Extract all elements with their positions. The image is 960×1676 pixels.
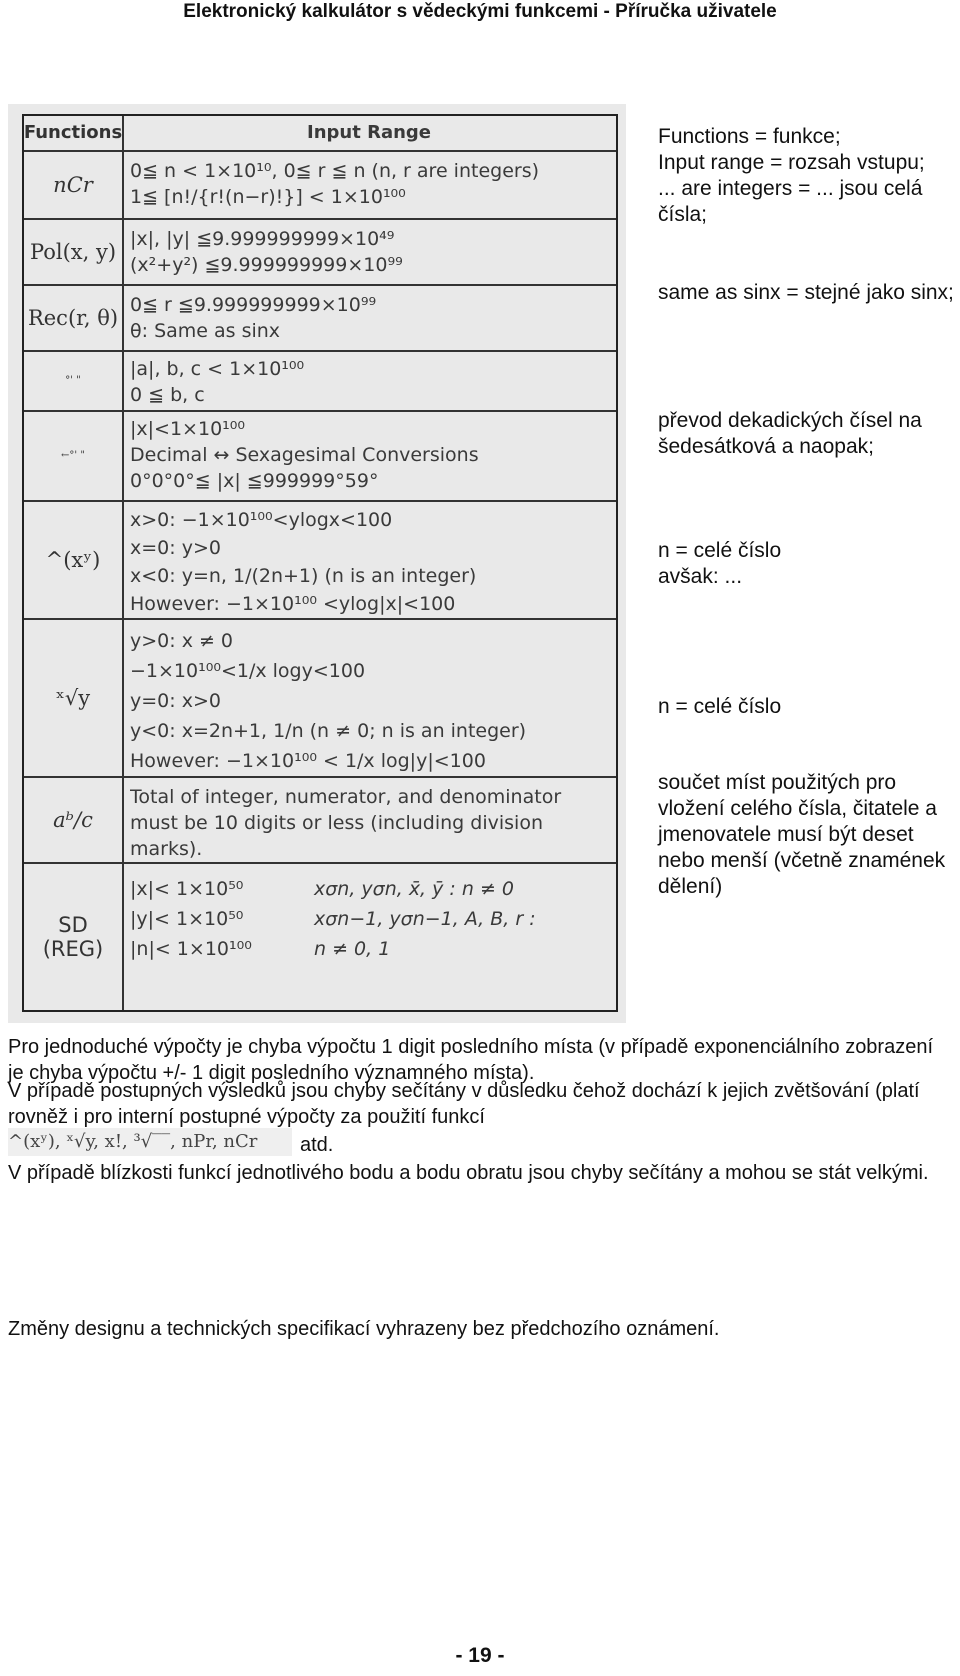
sd-limits: |x|< 1×10⁵⁰ |y|< 1×10⁵⁰ |n|< 1×10¹⁰⁰ <box>130 878 252 960</box>
input-range: |x|, |y| ≦9.999999999×10⁴⁹ (x²+y²) ≦9.999999999×10⁹⁹ <box>130 228 403 276</box>
table-row <box>24 284 616 352</box>
input-range: y>0: x ≠ 0 −1×10¹⁰⁰<1/x logy<100 y=0: x>0 y<0: x=2n+1, 1/n (n ≠ 0; n is an integer) However: −1×10¹⁰⁰ < 1/x log|y|<100 <box>130 630 527 772</box>
function-name: ^(xʸ) <box>45 548 101 572</box>
note-digits: součet míst použitých pro vložení celého čísla, čitatele a jmenovatele musí být deset nebo menší (včetně znamének dělení) <box>658 771 946 898</box>
page-title: Elektronický kalkulátor s vědeckými funkcemi - Příručka uživatele <box>183 1 777 22</box>
header-input-range: Input Range <box>307 122 431 143</box>
table-row <box>24 500 616 620</box>
input-range-table-image <box>8 104 626 1023</box>
note-integer-however: n = celé číslo avšak: ... <box>658 539 782 588</box>
table-row <box>24 218 616 286</box>
function-name: ˣ√y <box>55 686 91 710</box>
note-functions: Functions = funkce; Input range = rozsah vstupu; ... are integers = ... jsou celá čísla; <box>658 125 925 226</box>
table-row <box>24 776 616 864</box>
note-sexagesimal: převod dekadických čísel na šedesátková a naopak; <box>658 409 922 458</box>
paragraph-cumulative-errors: V případě postupných výsledků jsou chyby sečítány v důsledku čehož dochází k jejich zvětšování (platí rovněž i pro interní postupné výpočty za použití funkcí <box>8 1080 920 1128</box>
input-range-table <box>22 114 618 1012</box>
function-name: °' " <box>65 375 81 386</box>
function-name: nCr <box>53 173 93 197</box>
table-row <box>24 410 616 502</box>
input-range: x>0: −1×10¹⁰⁰<ylogx<100 x=0: y>0 x<0: y=n, 1/(2n+1) (n is an integer) However: −1×10¹⁰⁰ <ylog|x|<100 <box>130 509 477 615</box>
note-integer: n = celé číslo <box>658 695 782 718</box>
input-range: Total of integer, numerator, and denominator must be 10 digits or less (including division marks). <box>130 786 562 860</box>
input-range: |x|<1×10¹⁰⁰ Decimal ↔ Sexagesimal Conversions 0°0°0°≦ |x| ≦999999°59° <box>130 418 479 492</box>
paragraph-accuracy: Pro jednoduché výpočty je chyba výpočtu 1 digit posledního místa (v případě exponenciálního zobrazení je chyba výpočtu +/- 1 digit posledního významného místa). <box>8 1036 934 1084</box>
input-range <box>130 874 610 994</box>
paragraph-disclaimer: Změny designu a technických specifikací vyhrazeny bez předchozího oznámení. <box>8 1318 720 1340</box>
function-list-image: ^(xʸ), ˣ√y, x!, ³√‾‾, nPr, nCr <box>8 1128 292 1156</box>
input-range: |a|, b, c < 1×10¹⁰⁰ 0 ≦ b, c <box>130 358 305 406</box>
page-number: - 19 - <box>455 1644 505 1667</box>
function-name: SD (REG) <box>42 913 104 961</box>
note-same-as-sinx: same as sinx = stejné jako sinx; <box>658 281 954 304</box>
sd-conditions: xσn, yσn, x̄, ȳ : n ≠ 0 xσn−1, yσn−1, A, B, r : n ≠ 0, 1 <box>314 878 536 960</box>
table-row <box>24 862 616 1012</box>
header-functions: Functions <box>23 122 123 143</box>
function-name: Pol(x, y) <box>29 240 117 264</box>
input-range: 0≦ r ≦9.999999999×10⁹⁹ θ: Same as sinx <box>130 294 377 342</box>
paragraph-singular-points: V případě blízkosti funkcí jednotlivého bodu a bodu obratu jsou chyby sečítány a mohou se stát velkými. <box>8 1162 929 1184</box>
input-range: 0≦ n < 1×10¹⁰, 0≦ r ≦ n (n, r are integers) 1≦ [n!/{r!(n−r)!}] < 1×10¹⁰⁰ <box>130 160 540 208</box>
function-name: ←°' " <box>61 450 85 461</box>
table-row <box>24 618 616 778</box>
function-name: aᵇ/c <box>53 808 93 832</box>
function-name: Rec(r, θ) <box>27 306 119 330</box>
table-header-row <box>24 116 616 150</box>
table-row <box>24 150 616 220</box>
table-row <box>24 350 616 412</box>
etc-text: atd. <box>300 1134 334 1156</box>
